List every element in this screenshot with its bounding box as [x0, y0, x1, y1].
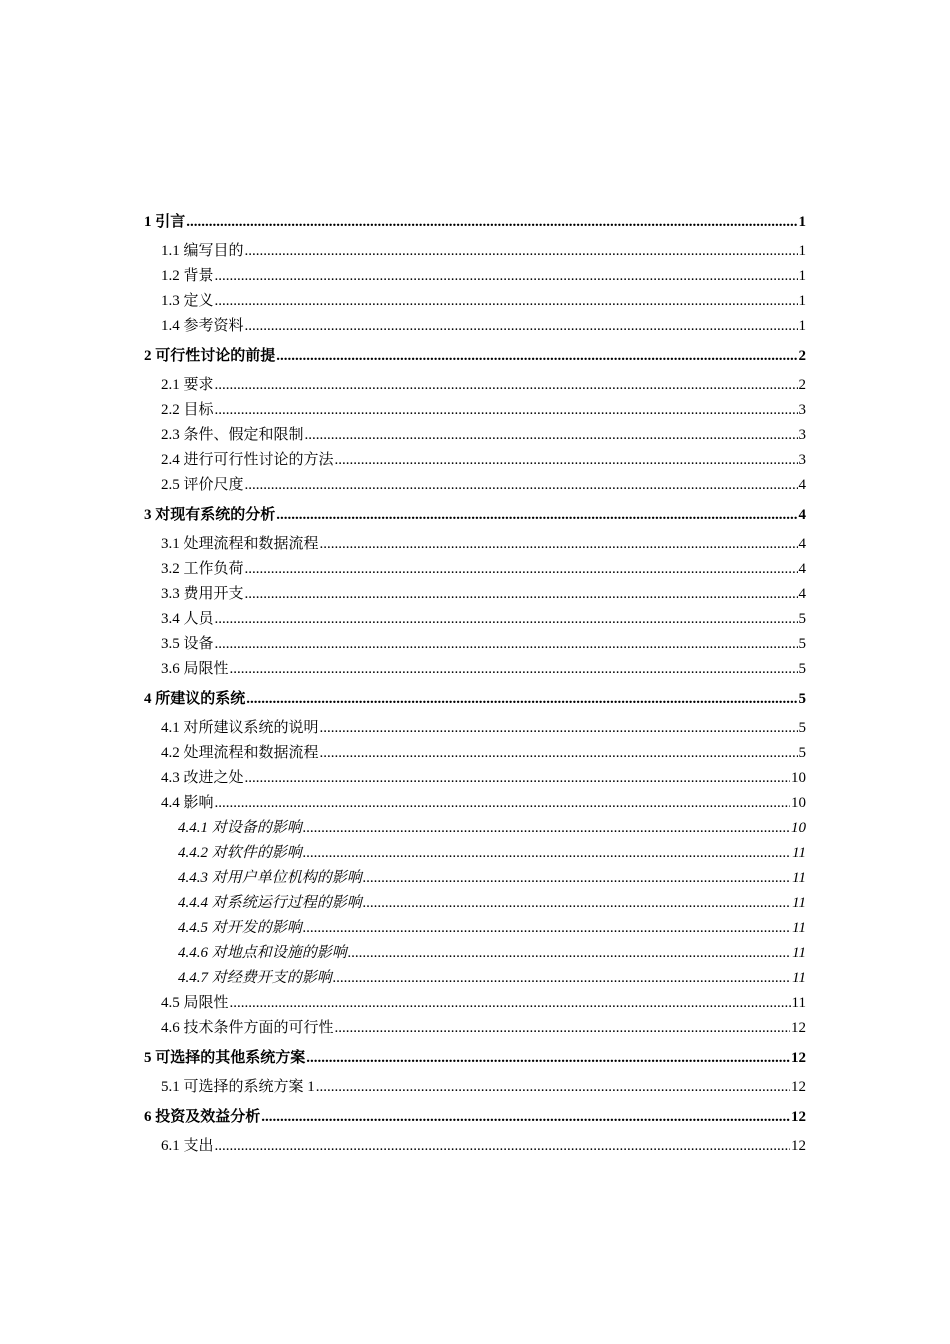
dot-leader: [215, 264, 798, 289]
toc-page-number: 3: [798, 402, 806, 418]
toc-subsection-entry[interactable]: [144, 816, 806, 841]
toc-page-number: 5: [798, 745, 806, 761]
toc-section-entry[interactable]: [144, 1134, 806, 1159]
toc-page-number: 10: [791, 770, 806, 786]
dot-leader: [215, 373, 798, 398]
dot-leader: [363, 866, 791, 891]
toc-section-entry[interactable]: [144, 264, 806, 289]
toc-page-number: 12: [791, 1050, 806, 1066]
toc-page-number: 5: [798, 691, 806, 707]
toc-page-number: 3: [798, 427, 806, 443]
toc-section-entry[interactable]: [144, 766, 806, 791]
toc-section-entry[interactable]: [144, 657, 806, 682]
toc-entry-label: 4.4.2 对软件的影响: [178, 845, 302, 861]
toc-entry-label: 4.1 对所建议系统的说明: [161, 720, 319, 736]
dot-leader: [245, 239, 798, 264]
toc-entry-label: 3.2 工作负荷: [161, 561, 244, 577]
toc-subsection-entry[interactable]: [144, 891, 806, 916]
toc-section-entry[interactable]: [144, 991, 806, 1016]
dot-leader: [215, 791, 790, 816]
toc-section-entry[interactable]: [144, 289, 806, 314]
toc-entry-label: 1.1 编写目的: [161, 243, 244, 259]
toc-entry-label: 6.1 支出: [161, 1138, 214, 1154]
dot-leader: [215, 632, 798, 657]
toc-entry-label: 4.6 技术条件方面的可行性: [161, 1020, 334, 1036]
dot-leader: [335, 1016, 790, 1041]
dot-leader: [215, 607, 798, 632]
toc-entry-label: 1.2 背景: [161, 268, 214, 284]
toc-entry-label: 2 可行性讨论的前提: [144, 348, 276, 364]
toc-entry-label: 6 投资及效益分析: [144, 1109, 261, 1125]
toc-entry-label: 3.4 人员: [161, 611, 214, 627]
toc-page-number: 1: [798, 318, 806, 334]
dot-leader: [215, 398, 798, 423]
toc-entry-label: 4.4.4 对系统运行过程的影响: [178, 895, 362, 911]
toc-page-number: 12: [791, 1138, 806, 1154]
toc-page-number: 11: [792, 845, 806, 861]
dot-leader: [215, 289, 798, 314]
dot-leader: [303, 841, 791, 866]
toc-entry-label: 3.1 处理流程和数据流程: [161, 536, 319, 552]
toc-chapter-entry[interactable]: [144, 205, 806, 239]
toc-entry-label: 4.4 影响: [161, 795, 214, 811]
dot-leader: [303, 916, 791, 941]
dot-leader: [333, 966, 791, 991]
toc-entry-label: 5 可选择的其他系统方案: [144, 1050, 306, 1066]
toc-chapter-entry[interactable]: [144, 498, 806, 532]
toc-page-number: 4: [798, 477, 806, 493]
toc-section-entry[interactable]: [144, 314, 806, 339]
dot-leader: [335, 448, 798, 473]
toc-entry-label: 1.4 参考资料: [161, 318, 244, 334]
toc-page-number: 12: [791, 1079, 806, 1095]
dot-leader: [276, 498, 797, 532]
toc-subsection-entry[interactable]: [144, 866, 806, 891]
dot-leader: [230, 657, 798, 682]
toc-entry-label: 4.4.6 对地点和设施的影响: [178, 945, 347, 961]
toc-subsection-entry[interactable]: [144, 916, 806, 941]
dot-leader: [245, 473, 798, 498]
toc-page-number: 12: [791, 1109, 806, 1125]
toc-section-entry[interactable]: [144, 582, 806, 607]
toc-page-number: 11: [792, 945, 806, 961]
dot-leader: [186, 205, 797, 239]
dot-leader: [303, 816, 790, 841]
toc-entry-label: 4 所建议的系统: [144, 691, 246, 707]
toc-entry-label: 2.4 进行可行性讨论的方法: [161, 452, 334, 468]
toc-section-entry[interactable]: [144, 1075, 806, 1100]
dot-leader: [261, 1100, 790, 1134]
toc-page-number: 10: [791, 820, 806, 836]
dot-leader: [320, 741, 798, 766]
toc-page-number: 2: [798, 348, 806, 364]
toc-section-entry[interactable]: [144, 473, 806, 498]
dot-leader: [276, 339, 797, 373]
toc-page-number: 1: [798, 243, 806, 259]
toc-entry-label: 2.1 要求: [161, 377, 214, 393]
toc-chapter-entry[interactable]: [144, 339, 806, 373]
toc-page-number: 11: [792, 870, 806, 886]
toc-subsection-entry[interactable]: [144, 966, 806, 991]
dot-leader: [246, 682, 797, 716]
dot-leader: [215, 1134, 790, 1159]
toc-page-number: 5: [798, 661, 806, 677]
toc-entry-label: 4.4.3 对用户单位机构的影响: [178, 870, 362, 886]
toc-page-number: 4: [798, 507, 806, 523]
dot-leader: [230, 991, 791, 1016]
toc-entry-label: 4.2 处理流程和数据流程: [161, 745, 319, 761]
toc-entry-label: 3 对现有系统的分析: [144, 507, 276, 523]
toc-entry-label: 2.3 条件、假定和限制: [161, 427, 304, 443]
toc-page-number: 1: [798, 293, 806, 309]
toc-section-entry[interactable]: [144, 607, 806, 632]
toc-subsection-entry[interactable]: [144, 841, 806, 866]
dot-leader: [245, 314, 798, 339]
toc-section-entry[interactable]: [144, 532, 806, 557]
toc-section-entry[interactable]: [144, 1016, 806, 1041]
dot-leader: [363, 891, 791, 916]
toc-page-number: 1: [798, 214, 806, 230]
toc-page-number: 2: [798, 377, 806, 393]
toc-section-entry[interactable]: [144, 239, 806, 264]
toc-page-number: 11: [792, 920, 806, 936]
dot-leader: [245, 557, 798, 582]
toc-section-entry[interactable]: [144, 632, 806, 657]
toc-chapter-entry[interactable]: [144, 682, 806, 716]
toc-section-entry[interactable]: [144, 373, 806, 398]
dot-leader: [245, 582, 798, 607]
dot-leader: [245, 766, 790, 791]
toc-entry-label: 5.1 可选择的系统方案 1: [161, 1079, 315, 1095]
toc-section-entry[interactable]: [144, 423, 806, 448]
table-of-contents: [144, 205, 806, 1159]
toc-entry-label: 3.5 设备: [161, 636, 214, 652]
toc-section-entry[interactable]: [144, 716, 806, 741]
toc-chapter-entry[interactable]: [144, 1100, 806, 1134]
toc-page-number: 5: [798, 636, 806, 652]
toc-page-number: 3: [798, 452, 806, 468]
dot-leader: [306, 1041, 790, 1075]
toc-subsection-entry[interactable]: [144, 941, 806, 966]
toc-page-number: 4: [798, 561, 806, 577]
toc-chapter-entry[interactable]: [144, 1041, 806, 1075]
toc-entry-label: 1.3 定义: [161, 293, 214, 309]
toc-entry-label: 1 引言: [144, 214, 186, 230]
dot-leader: [348, 941, 791, 966]
toc-page-number: 11: [792, 895, 806, 911]
dot-leader: [320, 716, 798, 741]
toc-entry-label: 2.5 评价尺度: [161, 477, 244, 493]
toc-section-entry[interactable]: [144, 791, 806, 816]
toc-page-number: 10: [791, 795, 806, 811]
toc-entry-label: 4.3 改进之处: [161, 770, 244, 786]
dot-leader: [316, 1075, 790, 1100]
toc-section-entry[interactable]: [144, 741, 806, 766]
toc-page-number: 12: [791, 1020, 806, 1036]
toc-section-entry[interactable]: [144, 398, 806, 423]
toc-entry-label: 4.4.7 对经费开支的影响: [178, 970, 332, 986]
toc-entry-label: 3.3 费用开支: [161, 586, 244, 602]
toc-page-number: 11: [792, 970, 806, 986]
toc-entry-label: 4.5 局限性: [161, 995, 229, 1011]
toc-page-number: 5: [798, 720, 806, 736]
toc-page-number: 4: [798, 536, 806, 552]
dot-leader: [320, 532, 798, 557]
toc-entry-label: 3.6 局限性: [161, 661, 229, 677]
toc-page-number: 5: [798, 611, 806, 627]
toc-page-number: 1: [798, 268, 806, 284]
toc-page-number: 11: [791, 995, 806, 1011]
toc-entry-label: 2.2 目标: [161, 402, 214, 418]
toc-section-entry[interactable]: [144, 557, 806, 582]
toc-entry-label: 4.4.5 对开发的影响: [178, 920, 302, 936]
dot-leader: [305, 423, 798, 448]
toc-page-number: 4: [798, 586, 806, 602]
toc-entry-label: 4.4.1 对设备的影响: [178, 820, 302, 836]
toc-section-entry[interactable]: [144, 448, 806, 473]
